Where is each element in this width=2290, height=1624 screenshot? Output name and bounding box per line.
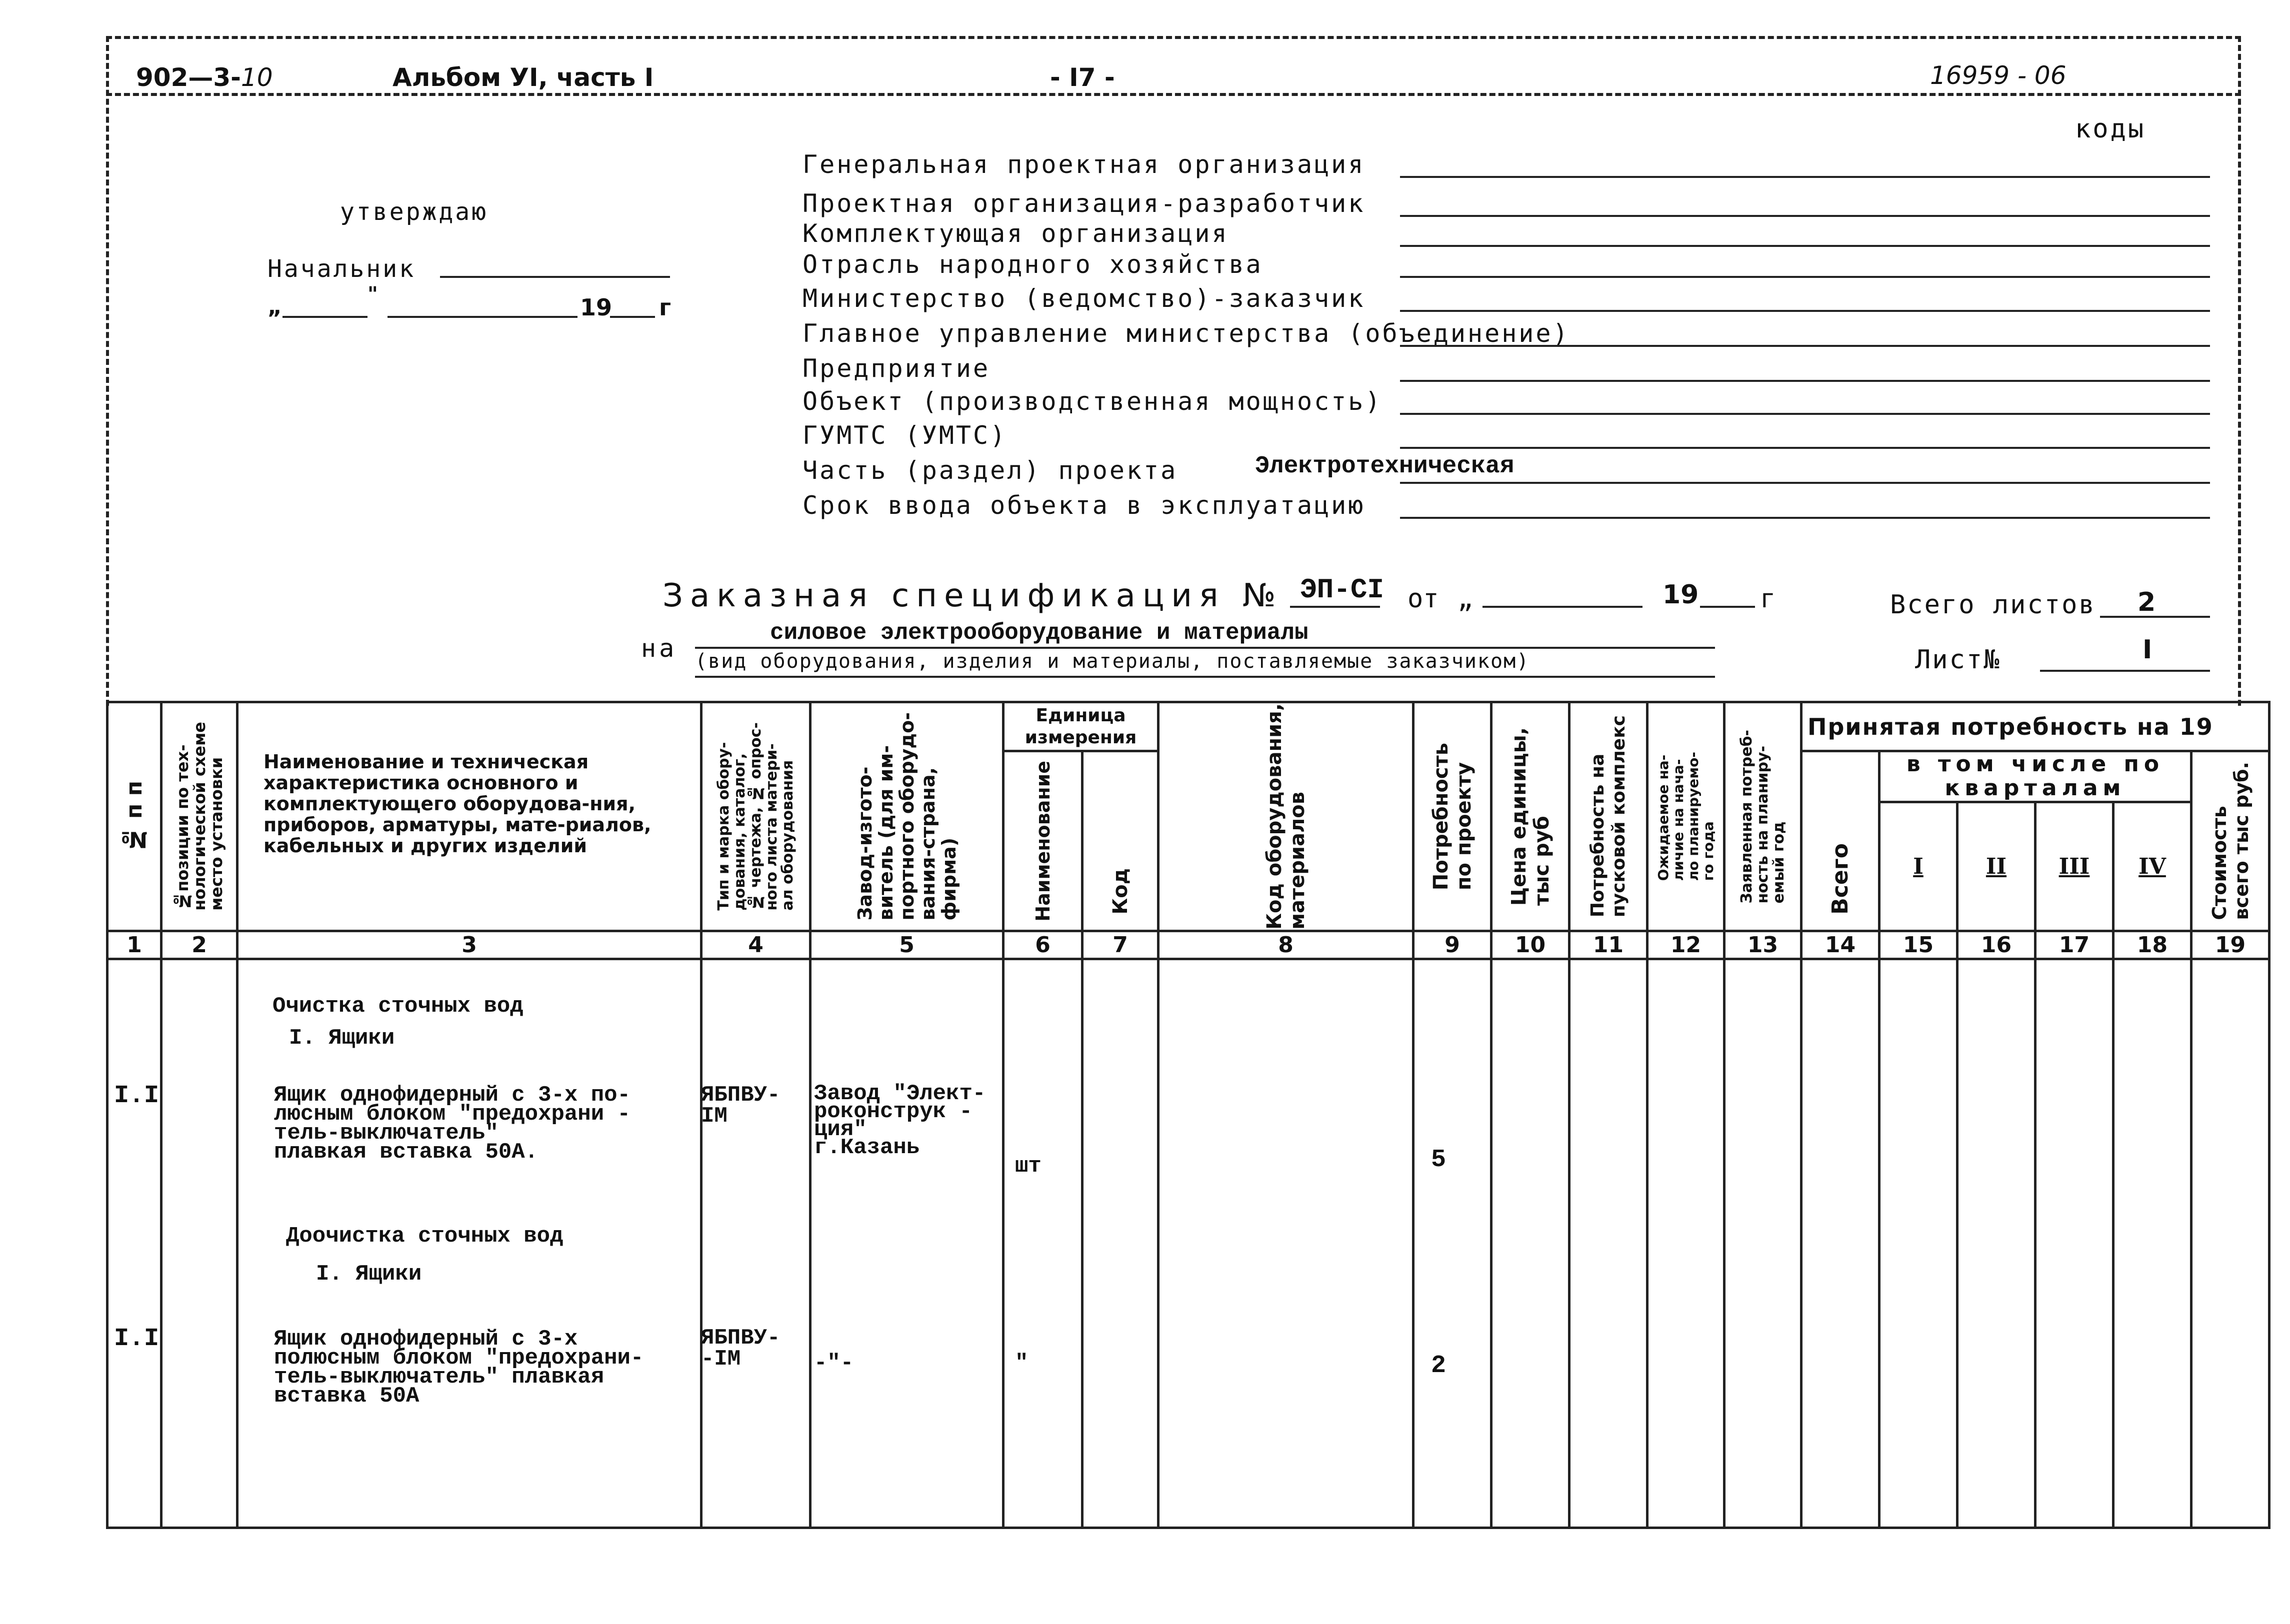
approve-year-suffix: г — [659, 294, 672, 321]
field-line — [1400, 215, 2210, 217]
field-line — [1400, 413, 2210, 415]
approve-year-line — [610, 316, 655, 318]
col-4-header: Тип и марка обору- дования, каталог, № чертежа, № опрос- ного листа матери- ал оборудования — [702, 702, 810, 931]
column-number: 15 — [1880, 931, 1958, 959]
row-1-qty: 5 — [1431, 1146, 1446, 1174]
col-14-header: Всего — [1802, 751, 1880, 931]
sheet-value: I — [2142, 635, 2152, 665]
col-11-header: Потребность на пусковой комплекс — [1570, 702, 1648, 931]
field-label: Генеральная проектная организация — [802, 150, 1366, 179]
frame-left-line — [106, 36, 109, 706]
field-line — [1400, 310, 2210, 312]
date-month-line — [388, 316, 578, 318]
col-8-header: Код оборудования, материалов — [1158, 702, 1414, 931]
column-number: 18 — [2114, 931, 2192, 959]
column-number: 19 — [2192, 931, 2270, 959]
spec-on-label: на — [641, 634, 678, 663]
field-label: Предприятие — [802, 354, 990, 383]
album-label: Альбом УI, часть I — [392, 63, 654, 92]
quarters-group-header: в том числе по кварталам — [1880, 751, 2192, 802]
spec-note-line — [695, 676, 1715, 678]
chief-signature-line — [440, 276, 670, 278]
field-value: Электротехническая — [1255, 453, 1514, 480]
column-number: 16 — [1958, 931, 2036, 959]
col-12-header: Ожидаемое на- личие на нача- ло планируемо- го года — [1648, 702, 1724, 931]
column-number: 4 — [702, 931, 810, 959]
frame-top-line — [106, 36, 2241, 39]
col-13-header: Заявленная потреб- ность на планиру- емый год — [1724, 702, 1802, 931]
col-1-header: № п п — [108, 702, 162, 931]
total-sheets-line — [2100, 616, 2210, 618]
row-1-type: ЯБПВУ- IМ — [701, 1083, 780, 1129]
column-number: 9 — [1414, 931, 1492, 959]
col-19-header: Стоимость всего тыс руб. — [2192, 751, 2270, 931]
section-2-title: Доочистка сточных вод — [286, 1224, 564, 1249]
q1-header: I — [1880, 802, 1958, 931]
approve-year: 19 — [580, 294, 612, 321]
spec-date-line — [1482, 606, 1642, 608]
col-9-header: Потребность по проекту — [1414, 702, 1492, 931]
sheet-label: Лист№ — [1915, 645, 2001, 675]
field-label: Министерство (ведомство)-заказчик — [802, 284, 1366, 313]
field-line — [1400, 176, 2210, 178]
column-number: 2 — [162, 931, 238, 959]
frame-right-line — [2238, 36, 2241, 706]
column-number: 5 — [810, 931, 1004, 959]
field-label: Срок ввода объекта в эксплуатацию — [802, 491, 1366, 520]
column-number: 13 — [1724, 931, 1802, 959]
field-line — [1400, 447, 2210, 449]
inventory-number: 16959 - 06 — [1930, 61, 2066, 90]
total-sheets-label: Всего листов — [1890, 590, 2096, 620]
column-number: 3 — [238, 931, 702, 959]
unit-group-header: Единица измерения — [1004, 702, 1158, 751]
date-prefix: „ — [268, 294, 282, 319]
row-2-unit: " — [1015, 1351, 1028, 1376]
row-1-number: I.I — [114, 1082, 160, 1110]
field-line — [1400, 245, 2210, 247]
doc-code-italic: 10 — [240, 63, 273, 92]
approve-title: утверждаю — [340, 198, 488, 226]
column-number: 17 — [2036, 931, 2114, 959]
spec-year: 19 — [1662, 580, 1699, 610]
field-label: Комплектующая организация — [802, 219, 1229, 248]
accepted-group-header: Принятая потребность на 19 — [1802, 702, 2270, 751]
field-label: Объект (производственная мощность) — [802, 387, 1382, 416]
spec-subject-note: (вид оборудования, изделия и материалы, поставляемые заказчиком) — [695, 650, 1530, 673]
column-number: 10 — [1492, 931, 1570, 959]
row-2-qty: 2 — [1431, 1352, 1446, 1380]
field-line — [1400, 517, 2210, 519]
column-number: 14 — [1802, 931, 1880, 959]
section-2-subtitle: I. Ящики — [316, 1262, 422, 1287]
spec-subject-line — [695, 647, 1715, 649]
q2-header: II — [1958, 802, 2036, 931]
spec-subject: силовое электрооборудование и материалы — [770, 620, 1308, 646]
col-5-header: Завод-изгото- витель (для им- портного оборудо- вания-страна, фирма) — [810, 702, 1004, 931]
col-7-header: Код — [1082, 751, 1158, 931]
row-1-maker: Завод "Элект- роконструк - ция" г.Казань — [814, 1081, 986, 1160]
spec-number: ЭП-СI — [1300, 574, 1384, 606]
q4-header: IV — [2114, 802, 2192, 931]
page-number: - I7 - — [1050, 63, 1115, 92]
total-sheets-value: 2 — [2138, 587, 2156, 617]
row-1-name: Ящик однофидерный с 3-х по- люсным блоком "предохрани - тель-выключатель" плавкая вставка 50А. — [274, 1083, 630, 1165]
section-1-title: Очистка сточных вод — [272, 994, 524, 1019]
column-number: 8 — [1158, 931, 1414, 959]
column-number: 6 — [1004, 931, 1082, 959]
spec-year-line — [1700, 606, 1755, 608]
row-2-maker: -"- — [814, 1351, 854, 1376]
col-10-header: Цена единицы, тыс руб — [1492, 702, 1570, 931]
section-1-subtitle: I. Ящики — [289, 1026, 395, 1051]
field-label: Проектная организация-разработчик — [802, 189, 1366, 218]
spec-year-suffix: г — [1760, 584, 1776, 614]
row-2-number: I.I — [114, 1325, 160, 1353]
col-3-header: Наименование и техническая характеристика основного и комплектующего оборудова-ния, приборов, арматуры, мате-риалов, кабельных и других изделий — [238, 702, 702, 931]
field-line — [1400, 276, 2210, 278]
doc-code: 902—3-10 — [136, 63, 273, 92]
field-line — [1400, 482, 2210, 484]
codes-label: коды — [2075, 114, 2146, 144]
field-line — [1400, 345, 2210, 347]
row-1-unit: шт — [1015, 1154, 1042, 1179]
row-2-type: ЯБПВУ- -IМ — [701, 1326, 780, 1372]
column-number: 1 — [108, 931, 162, 959]
field-label: ГУМТС (УМТС) — [802, 421, 1008, 450]
column-number: 11 — [1570, 931, 1648, 959]
column-number: 12 — [1648, 931, 1724, 959]
chief-label: Начальник — [268, 255, 416, 283]
field-line — [1400, 380, 2210, 382]
spec-number-line — [1290, 606, 1380, 608]
sheet-line — [2040, 670, 2210, 672]
spec-from: от — [1408, 584, 1439, 614]
date-quote: " — [368, 283, 378, 306]
spec-title-prefix: Заказная спецификация № — [662, 577, 1283, 614]
q3-header: III — [2036, 802, 2114, 931]
col-6-header: Наименование — [1004, 751, 1082, 931]
field-label: Отрасль народного хозяйства — [802, 250, 1263, 279]
column-number: 7 — [1082, 931, 1158, 959]
spec-quote: „ — [1458, 584, 1474, 614]
field-label: Главное управление министерства (объединение) — [802, 319, 1570, 348]
col-2-header: №позиции по тех- нологической схеме место установки — [162, 702, 238, 931]
header-underline — [106, 93, 2241, 96]
spec-title — [662, 577, 1282, 614]
column-number-row — [108, 931, 2270, 959]
field-label: Часть (раздел) проекта — [802, 456, 1178, 485]
date-day-line — [282, 316, 368, 318]
row-2-name: Ящик однофидерный с 3-х полюсным блоком "предохрани- тель-выключатель" плавкая вставка 50А — [274, 1327, 644, 1409]
